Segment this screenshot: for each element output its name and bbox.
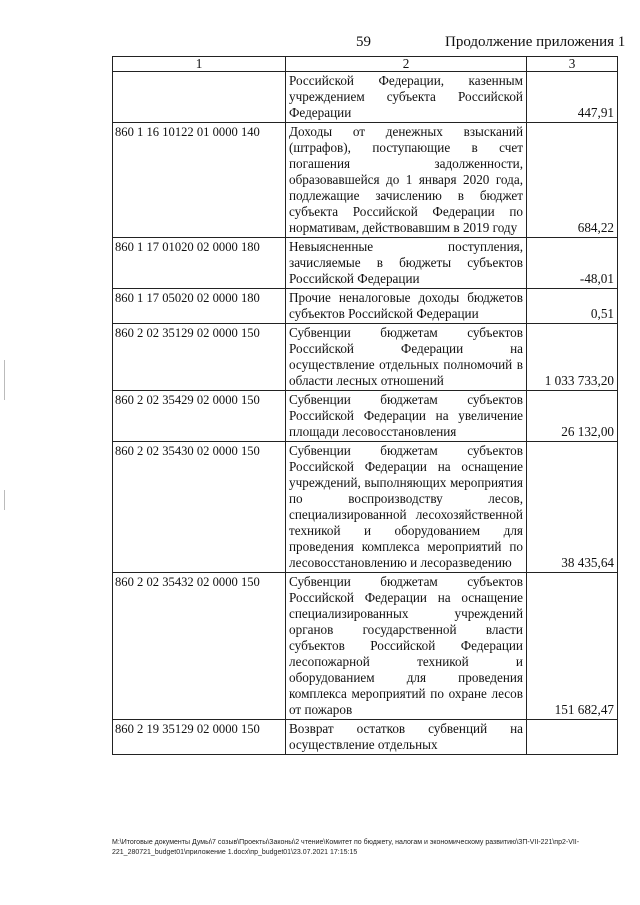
column-header-1: 1 <box>113 57 286 72</box>
table-row <box>113 573 618 720</box>
table-row <box>113 289 618 324</box>
margin-scan-mark <box>4 490 5 510</box>
revenue-table-container <box>112 56 617 755</box>
budget-code-cell: 860 2 19 35129 02 0000 150 <box>113 720 286 755</box>
document-path-footer: M:\Итоговые документы Думы\7 созыв\Проекты\Законы\2 чтение\Комитет по бюджету, налогам и экономическому развитию\ЗП-VII-221\пр2-VII-221_280721_budget01\приложение 1.docx\пр_budget01\23.07.2021 17:15:15 <box>112 839 580 856</box>
table-row <box>113 391 618 442</box>
amount-cell: -48,01 <box>527 238 618 289</box>
amount-cell: 1 033 733,20 <box>527 324 618 391</box>
description-cell: Субвенции бюджетам субъектов Российской Федерации на увеличение площади лесовосстановления <box>286 391 527 442</box>
amount-cell <box>527 720 618 755</box>
appendix-continuation-label: Продолжение приложения 1 <box>445 34 626 50</box>
description-cell: Субвенции бюджетам субъектов Российской Федерации на оснащение специализированных учреждений органов государственной власти субъектов Российской Федерации лесопожарной техникой и оборудованием для проведения комплекса мероприятий по охране лесов от пожаров <box>286 573 527 720</box>
table-header-row <box>113 57 618 72</box>
table-row <box>113 123 618 238</box>
description-cell: Субвенции бюджетам субъектов Российской Федерации на осуществление отдельных полномочий в области лесных отношений <box>286 324 527 391</box>
description-cell: Возврат остатков субвенций на осуществление отдельных <box>286 720 527 755</box>
table-row <box>113 324 618 391</box>
budget-code-cell: 860 2 02 35129 02 0000 150 <box>113 324 286 391</box>
margin-scan-mark <box>4 360 5 400</box>
amount-cell: 0,51 <box>527 289 618 324</box>
budget-code-cell: 860 2 02 35432 02 0000 150 <box>113 573 286 720</box>
column-header-2: 2 <box>286 57 527 72</box>
amount-cell: 38 435,64 <box>527 442 618 573</box>
budget-code-cell: 860 2 02 35430 02 0000 150 <box>113 442 286 573</box>
budget-code-cell: 860 1 17 01020 02 0000 180 <box>113 238 286 289</box>
amount-cell: 26 132,00 <box>527 391 618 442</box>
description-cell: Невыясненные поступления, зачисляемые в бюджеты субъектов Российской Федерации <box>286 238 527 289</box>
page-number: 59 <box>356 34 371 50</box>
description-cell: Прочие неналоговые доходы бюджетов субъектов Российской Федерации <box>286 289 527 324</box>
amount-cell: 447,91 <box>527 72 618 123</box>
budget-code-cell: 860 2 02 35429 02 0000 150 <box>113 391 286 442</box>
description-cell: Доходы от денежных взысканий (штрафов), поступающие в счет погашения задолженности, образовавшейся до 1 января 2020 года, подлежащие зачислению в бюджет субъекта Российской Федерации по нормативам, действовавшим в 2019 году <box>286 123 527 238</box>
amount-cell: 151 682,47 <box>527 573 618 720</box>
budget-code-cell: 860 1 17 05020 02 0000 180 <box>113 289 286 324</box>
revenue-table <box>112 56 618 755</box>
table-row <box>113 72 618 123</box>
budget-code-cell: 860 1 16 10122 01 0000 140 <box>113 123 286 238</box>
table-row <box>113 238 618 289</box>
table-row <box>113 720 618 755</box>
table-row <box>113 442 618 573</box>
column-header-3: 3 <box>527 57 618 72</box>
amount-cell: 684,22 <box>527 123 618 238</box>
budget-code-cell <box>113 72 286 123</box>
description-cell: Субвенции бюджетам субъектов Российской Федерации на оснащение учреждений, выполняющих мероприятия по воспроизводству лесов, специализированной лесохозяйственной техникой и оборудованием для проведения комплекса мероприятий по лесовосстановлению и лесоразведению <box>286 442 527 573</box>
description-cell: Российской Федерации, казенным учреждением субъекта Российской Федерации <box>286 72 527 123</box>
